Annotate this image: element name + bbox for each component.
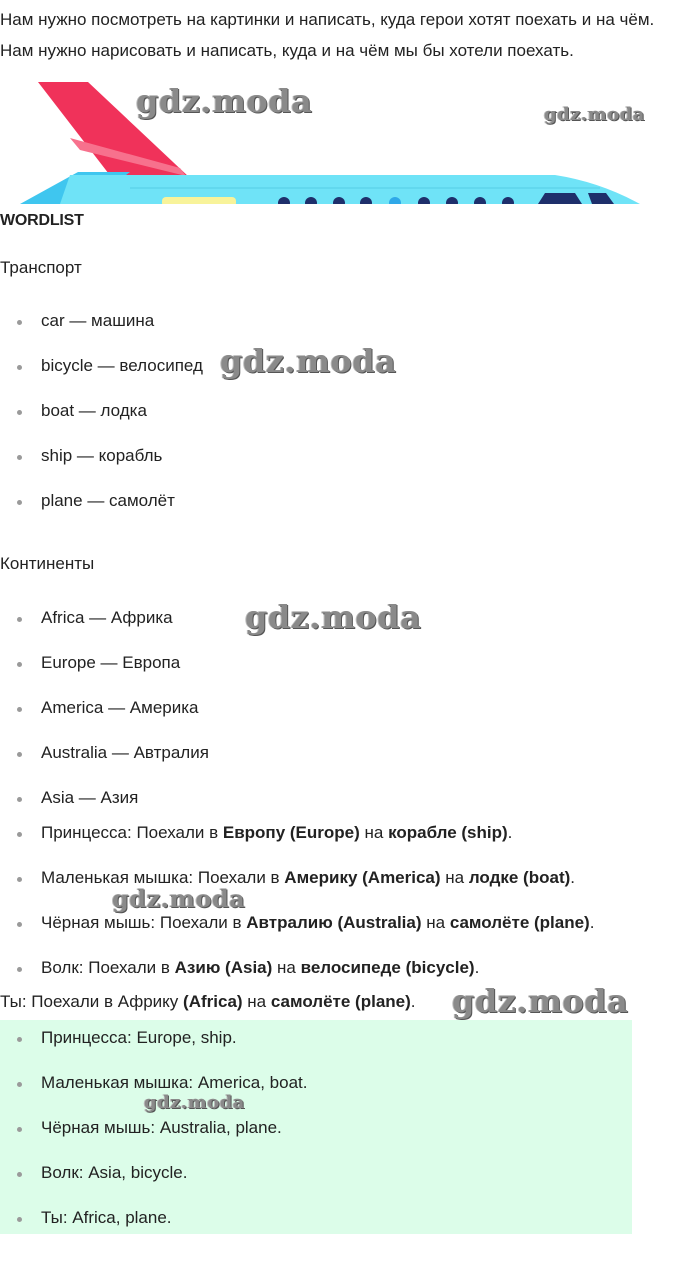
- watermark: gdz.moda: [220, 342, 397, 380]
- continents-label: Континенты: [0, 554, 95, 573]
- watermark: gdz.moda: [112, 884, 246, 913]
- answer-item: Принцесса: Europe, ship.: [0, 1027, 676, 1072]
- hero-answer-item: Принцесса: Поехали в Европу (Europe) на корабле (ship).: [0, 822, 676, 867]
- answer-item: Волк: Asia, bicycle.: [0, 1162, 676, 1207]
- watermark: gdz.moda: [245, 598, 422, 636]
- continents-list: [0, 607, 676, 832]
- answer-box: [0, 1020, 632, 1234]
- plane-windows: [278, 197, 514, 204]
- plane-cockpit: [538, 193, 582, 204]
- watermark: gdz.moda: [144, 1092, 245, 1113]
- plane-picture: [0, 80, 676, 204]
- watermark: gdz.moda: [452, 982, 629, 1020]
- list-item: Africa — Африка: [0, 607, 676, 652]
- list-item: ship — корабль: [0, 445, 676, 490]
- hero-answer-item: Чёрная мышь: Поехали в Автралию (Australia) на самолёте (plane).: [0, 912, 676, 957]
- plane-illustration: [0, 80, 676, 204]
- wordlist-title: WORDLIST: [0, 212, 84, 229]
- list-item: boat — лодка: [0, 400, 676, 445]
- answer-item: Маленькая мышка: America, boat.: [0, 1072, 676, 1117]
- list-item: plane — самолёт: [0, 490, 676, 535]
- you-answer: Ты: Поехали в Африку (Africa) на самолёте (plane).: [0, 992, 416, 1011]
- hero-answer-item: Волк: Поехали в Азию (Asia) на велосипеде (bicycle).: [0, 957, 676, 1002]
- task-description: Нам нужно посмотреть на картинки и написать, куда герои хотят поехать и на чём. Нам нужно нарисовать и написать, куда и на чём мы бы хотели поехать.: [0, 10, 655, 60]
- answer-item: Ты: Africa, plane.: [0, 1207, 676, 1252]
- hero-answer-item: Маленькая мышка: Поехали в Америку (America) на лодке (boat).: [0, 867, 676, 912]
- heroes-list: [0, 822, 676, 1002]
- list-item: Asia — Азия: [0, 787, 676, 832]
- list-item: car — машина: [0, 310, 676, 355]
- list-item: bicycle — велосипед: [0, 355, 676, 400]
- list-item: Australia — Автралия: [0, 742, 676, 787]
- list-item: America — Америка: [0, 697, 676, 742]
- watermark: gdz.moda: [544, 104, 645, 125]
- watermark: gdz.moda: [136, 82, 313, 120]
- transport-label: Транспорт: [0, 258, 82, 277]
- plane-door: [162, 197, 236, 204]
- answer-item: Чёрная мышь: Australia, plane.: [0, 1117, 676, 1162]
- answers-list: [0, 1027, 676, 1252]
- list-item: Europe — Европа: [0, 652, 676, 697]
